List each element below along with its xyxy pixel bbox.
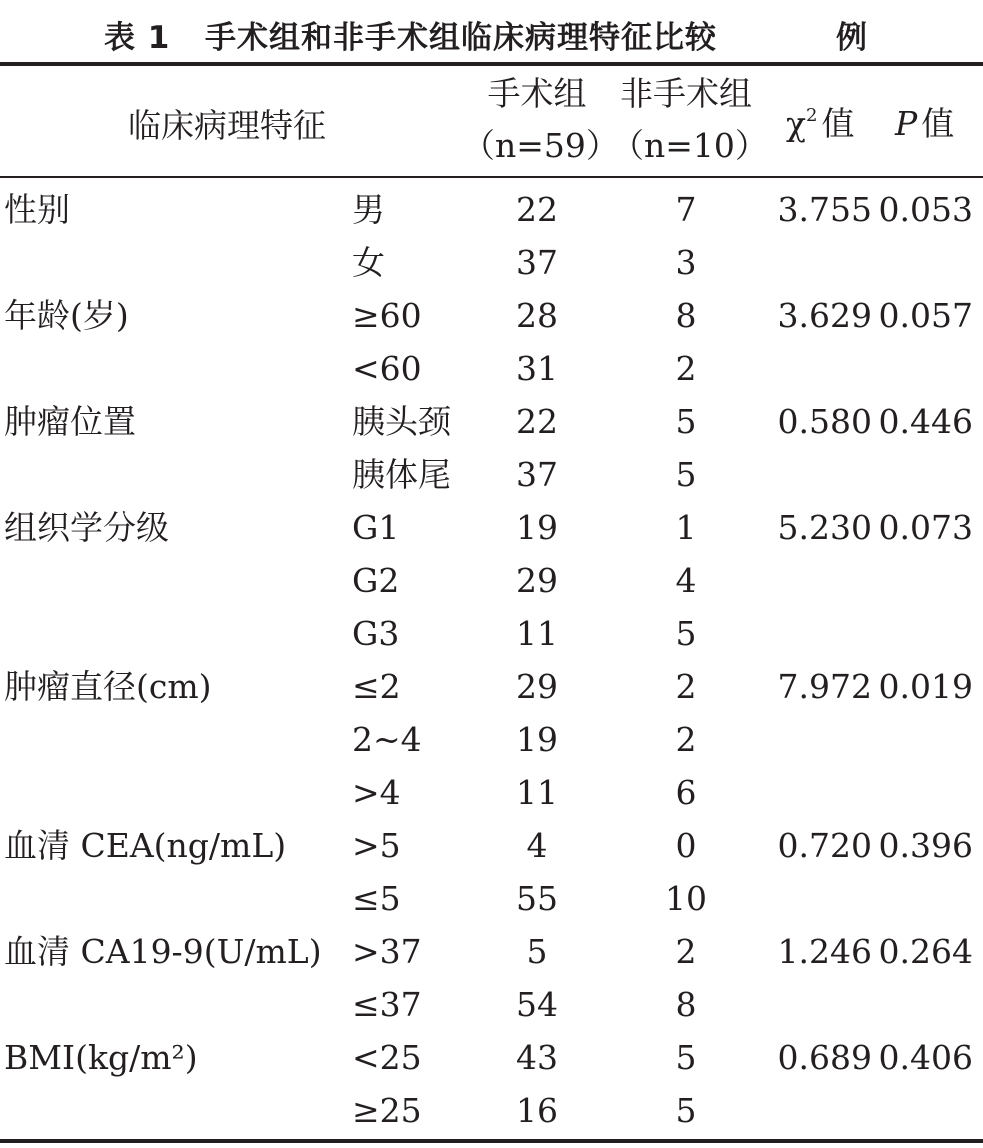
cell-subgroup: >37 (352, 932, 422, 971)
cell-p-value: 0.396 (878, 826, 973, 865)
header-p-value (895, 98, 954, 145)
cell-surgery-count: 31 (516, 349, 558, 388)
table-row (0, 236, 983, 289)
cell-surgery-count: 19 (516, 720, 558, 759)
cell-non-surgery-count: 5 (675, 614, 697, 653)
cell-surgery-count: 43 (516, 1038, 558, 1077)
cell-subgroup: <25 (352, 1038, 422, 1077)
cell-p-value: 0.446 (878, 402, 973, 441)
cell-non-surgery-count: 0 (675, 826, 697, 865)
cell-subgroup: ≤2 (352, 667, 401, 706)
table-caption (0, 6, 983, 58)
cell-non-surgery-count: 5 (675, 1091, 697, 1130)
cell-subgroup: 男 (352, 190, 385, 229)
header-surgery-group (462, 68, 619, 172)
cell-surgery-count: 37 (516, 455, 558, 494)
cell-surgery-count: 29 (516, 667, 558, 706)
chi-symbol: χ (786, 104, 806, 143)
cell-subgroup: 胰体尾 (352, 455, 451, 494)
table-row (0, 395, 983, 448)
p-symbol: P (895, 104, 918, 143)
header-non-surgery-group (611, 68, 768, 172)
table-row (0, 978, 983, 1031)
table-row (0, 183, 983, 236)
cell-chi-square: 0.720 (777, 826, 872, 865)
cell-subgroup: >5 (352, 826, 401, 865)
cell-non-surgery-count: 8 (675, 296, 697, 335)
cell-non-surgery-count: 4 (675, 561, 697, 600)
cell-p-value: 0.406 (878, 1038, 973, 1077)
cell-surgery-count: 54 (516, 985, 558, 1024)
table-row (0, 872, 983, 925)
header-surgery-n: （n=59） (462, 126, 619, 165)
cell-non-surgery-count: 2 (675, 720, 697, 759)
header-non-surgery-label: 非手术组 (620, 74, 752, 113)
cell-subgroup: G1 (352, 508, 400, 547)
cell-surgery-count: 37 (516, 243, 558, 282)
cell-subgroup: 女 (352, 243, 385, 282)
cell-surgery-count: 11 (516, 773, 558, 812)
cell-chi-square: 3.629 (777, 296, 872, 335)
cell-chi-square: 1.246 (777, 932, 872, 971)
top-rule (0, 62, 983, 66)
table-row (0, 448, 983, 501)
cell-non-surgery-count: 10 (665, 879, 707, 918)
table-row (0, 819, 983, 872)
table-row (0, 1031, 983, 1084)
cell-feature: 血清 CA19-9(U/mL) (4, 932, 322, 971)
cell-subgroup: ≤37 (352, 985, 422, 1024)
table-row (0, 289, 983, 342)
cell-subgroup: >4 (352, 773, 401, 812)
cell-feature: BMI(kg/m²) (4, 1038, 198, 1077)
cell-feature: 血清 CEA(ng/mL) (4, 826, 287, 865)
table-row (0, 713, 983, 766)
cell-non-surgery-count: 3 (675, 243, 697, 282)
table-row (0, 554, 983, 607)
cell-chi-square: 3.755 (777, 190, 872, 229)
cell-feature: 性别 (4, 190, 70, 229)
cell-non-surgery-count: 2 (675, 932, 697, 971)
cell-chi-square: 5.230 (777, 508, 872, 547)
cell-surgery-count: 28 (516, 296, 558, 335)
header-non-surgery-n: （n=10） (611, 126, 768, 165)
table-row (0, 766, 983, 819)
table-row (0, 925, 983, 978)
cell-non-surgery-count: 5 (675, 402, 697, 441)
table-row (0, 607, 983, 660)
cell-surgery-count: 16 (516, 1091, 558, 1130)
chi-suffix: 值 (821, 104, 855, 143)
cell-chi-square: 7.972 (777, 667, 872, 706)
cell-subgroup: 2~4 (352, 720, 422, 759)
cell-non-surgery-count: 5 (675, 455, 697, 494)
cell-surgery-count: 22 (516, 402, 558, 441)
cell-chi-square: 0.580 (777, 402, 872, 441)
cell-non-surgery-count: 5 (675, 1038, 697, 1077)
cell-subgroup: G2 (352, 561, 400, 600)
cell-surgery-count: 22 (516, 190, 558, 229)
cell-feature: 组织学分级 (4, 508, 169, 547)
cell-non-surgery-count: 7 (675, 190, 697, 229)
cell-p-value: 0.073 (878, 508, 973, 547)
cell-non-surgery-count: 2 (675, 667, 697, 706)
cell-non-surgery-count: 1 (675, 508, 697, 547)
table-row (0, 342, 983, 395)
cell-surgery-count: 55 (516, 879, 558, 918)
cell-subgroup: ≥60 (352, 296, 422, 335)
cell-surgery-count: 5 (526, 932, 548, 971)
cell-subgroup: ≥25 (352, 1091, 422, 1130)
table-unit: 例 (836, 20, 868, 56)
p-suffix: 值 (921, 104, 955, 143)
table-row (0, 660, 983, 713)
cell-feature: 年龄(岁) (4, 296, 129, 335)
header-chi-square (786, 98, 854, 145)
table-row (0, 501, 983, 554)
cell-subgroup: ≤5 (352, 879, 401, 918)
bottom-rule (0, 1139, 983, 1143)
cell-subgroup: 胰头颈 (352, 402, 451, 441)
cell-p-value: 0.264 (878, 932, 973, 971)
cell-subgroup: <60 (352, 349, 422, 388)
cell-surgery-count: 29 (516, 561, 558, 600)
cell-feature: 肿瘤直径(cm) (4, 667, 212, 706)
cell-non-surgery-count: 6 (675, 773, 697, 812)
cell-p-value: 0.019 (878, 667, 973, 706)
table-row (0, 1084, 983, 1137)
header-feature: 临床病理特征 (128, 106, 326, 145)
cell-p-value: 0.053 (878, 190, 973, 229)
cell-feature: 肿瘤位置 (4, 402, 136, 441)
cell-surgery-count: 19 (516, 508, 558, 547)
header-surgery-label: 手术组 (487, 74, 587, 113)
cell-surgery-count: 4 (526, 826, 548, 865)
cell-non-surgery-count: 2 (675, 349, 697, 388)
table-title: 手术组和非手术组临床病理特征比较 (205, 20, 717, 56)
chi-superscript: 2 (806, 105, 818, 126)
cell-subgroup: G3 (352, 614, 400, 653)
cell-p-value: 0.057 (878, 296, 973, 335)
table-label: 表 1 (104, 20, 171, 56)
cell-chi-square: 0.689 (777, 1038, 872, 1077)
cell-surgery-count: 11 (516, 614, 558, 653)
cell-non-surgery-count: 8 (675, 985, 697, 1024)
header-rule (0, 176, 983, 178)
